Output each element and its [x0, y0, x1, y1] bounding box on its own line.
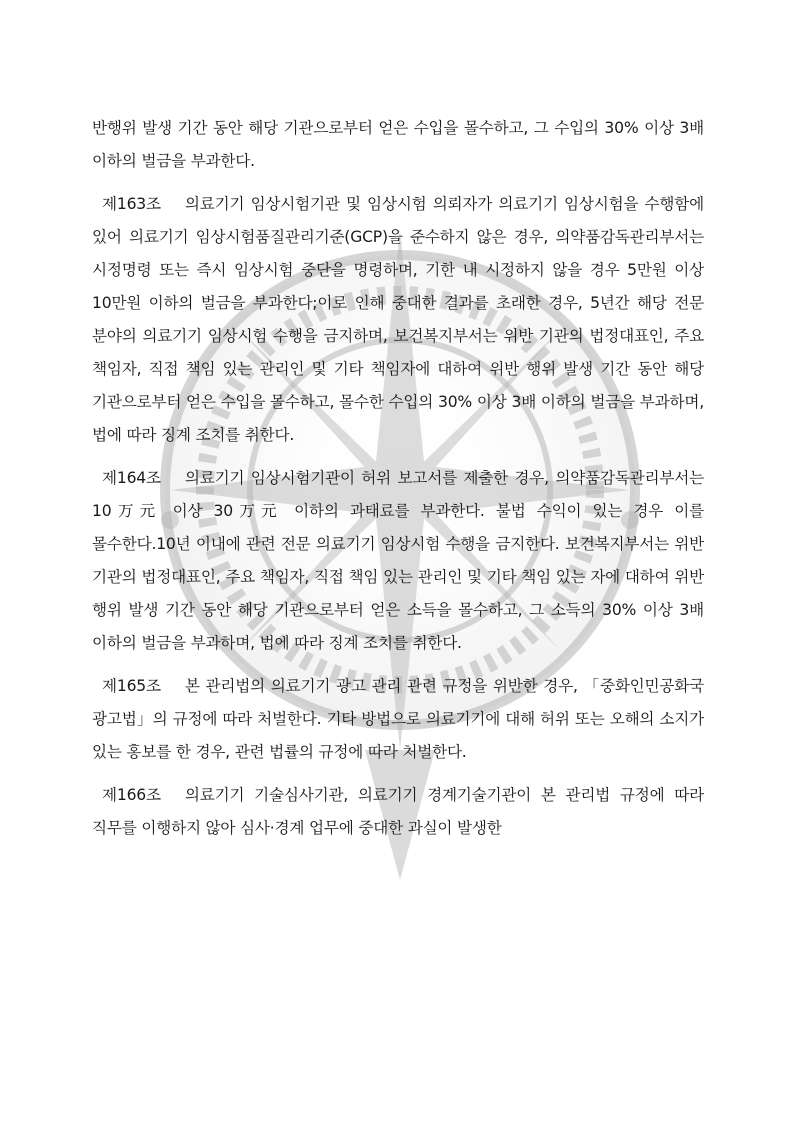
continued-paragraph: 반행위 발생 기간 동안 해당 기관으로부터 얻은 수입을 몰수하고, 그 수입의 30% 이상 3배 이하의 벌금을 부과한다.	[92, 119, 704, 170]
article-163	[92, 188, 704, 452]
article-165	[92, 670, 704, 769]
article-text: 의료기기 기술심사기관, 의료기기 경계기술기관이 본 관리법 규정에 따라 직무를 이행하지 않아 심사·경계 업무에 중대한 과실이 발생한	[92, 786, 704, 837]
article-text: 의료기기 임상시험기관 및 임상시험 의뢰자가 의료기기 임상시험을 수행함에 있어 의료기기 임상시험품질관리기준(GCP)을 준수하지 않은 경우, 의약품감독관리부서는 시정명령 또는 즉시 임상시험 중단을 명령하며, 기한 내 시정하지 않을 경우 5만원 이상 10만원 이하의 벌금을 부과한다;이로 인해 중대한 결과를 초래한 경우, 5년간 해당 전문 분야의 의료기기 임상시험 수행을 금지하며, 보건복지부서는 위반 기관의 법정대표인, 주요 책임자, 직접 책임 있는 관리인 및 기타 책임자에 대하여 위반 행위 발생 기간 동안 해당 기관으로부터 얻은 수입을 몰수하고, 몰수한 수입의 30% 이상 3배 이하의 벌금을 부과하며, 법에 따라 징계 조치를 취한다.	[92, 195, 704, 444]
article-text: 본 관리법의 의료기기 광고 관리 관련 규정을 위반한 경우, 「중화인민공화국 광고법」의 규정에 따라 처벌한다. 기타 방법으로 의료기기에 대해 허위 또는 오해의 소지가 있는 홍보를 한 경우, 관련 법률의 규정에 따라 처벌한다.	[92, 677, 704, 761]
document-page	[92, 112, 704, 855]
article-164	[92, 462, 704, 660]
article-number: 제165조	[102, 677, 161, 695]
article-number: 제166조	[102, 786, 161, 804]
article-166	[92, 779, 704, 845]
article-text: 의료기기 임상시험기관이 허위 보고서를 제출한 경우, 의약품감독관리부서는 10万元 이상 30万元 이하의 과태료를 부과한다. 불법 수익이 있는 경우 이를 몰수한다.10년 이내에 관련 전문 의료기기 임상시험 수행을 금지한다. 보건복지부서는 위반 기관의 법정대표인, 주요 책임자, 직접 책임 있는 관리인 및 기타 책임 있는 자에 대하여 위반 행위 발생 기간 동안 해당 기관으로부터 얻은 소득을 몰수하고, 그 소득의 30% 이상 3배 이하의 벌금을 부과하며, 법에 따라 징계 조치를 취한다.	[92, 469, 704, 652]
article-number: 제163조	[102, 195, 161, 213]
article-number: 제164조	[102, 469, 161, 487]
